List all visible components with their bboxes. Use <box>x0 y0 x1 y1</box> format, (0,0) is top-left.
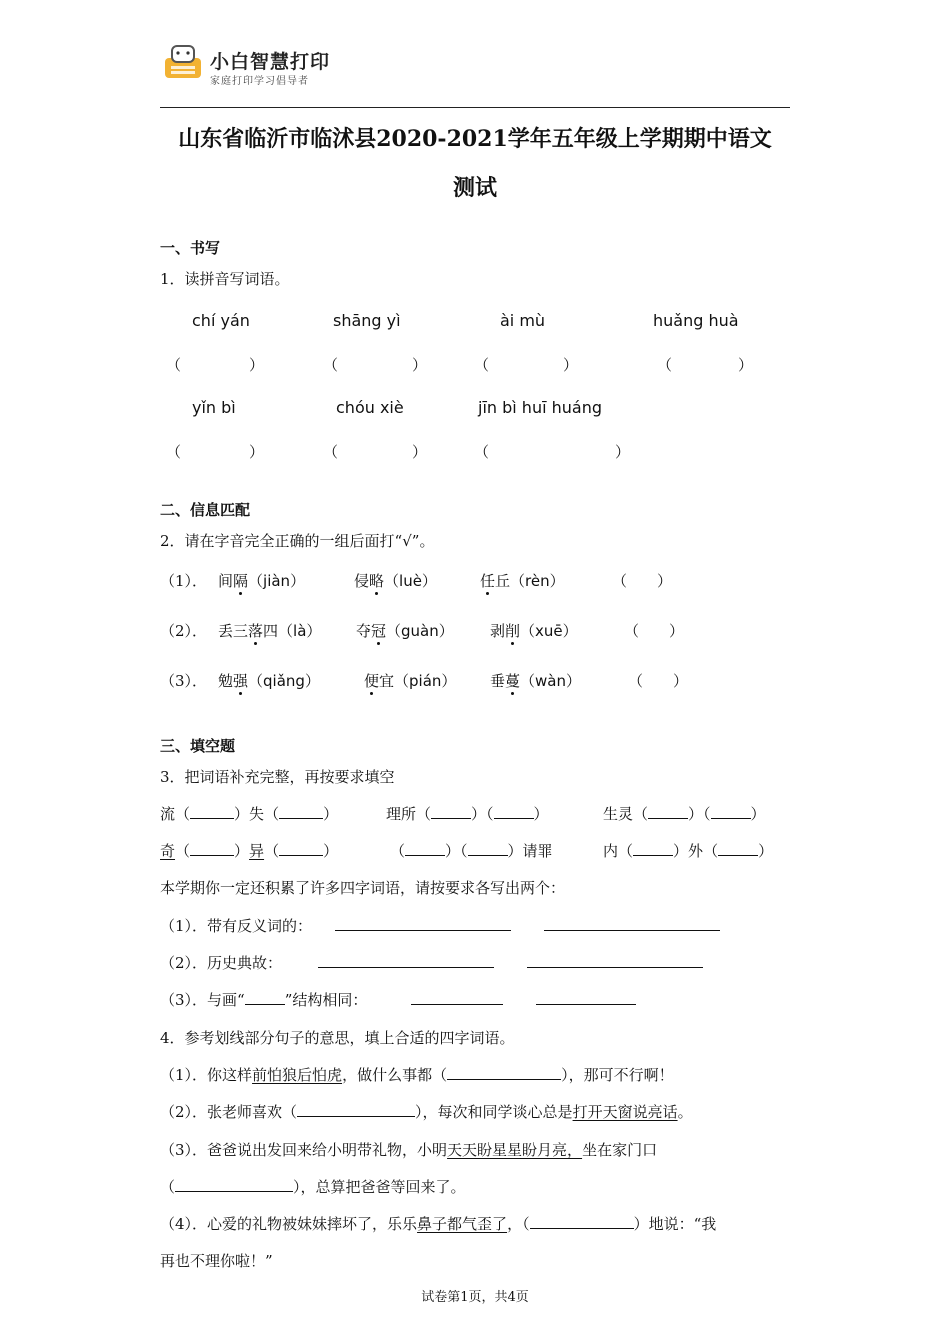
q2-word-b: 侵略（luè） <box>354 572 437 590</box>
q4-sentence-4: （4）．心爱的礼物被妹妹摔坏了，乐乐鼻子都气歪了，（ ）地说：“我 <box>160 1215 717 1233</box>
page-footer: 试卷第1页，共4页 <box>421 1290 529 1305</box>
q2-check-box[interactable]: （ ） <box>624 622 685 640</box>
pinyin-item: jīn bì huī huáng <box>478 398 602 417</box>
section-heading-writing: 一、书写 <box>160 239 221 257</box>
q2-word-b: 便宜（pián） <box>364 672 457 690</box>
q2-item-number: （3）． <box>160 672 208 690</box>
logo-title: 小白智慧打印 <box>210 51 331 73</box>
q4-sentence-3: （3）．爸爸说出发回来给小明带礼物，小明天天盼星星盼月亮，坐在家门口 <box>160 1141 658 1159</box>
q3-note: 本学期你一定还积累了许多四字词语，请按要求各写出两个： <box>160 879 566 897</box>
q3-sub-3: （3）．与画“ ”结构相同： <box>160 991 368 1009</box>
q2-word-c: 任丘（rèn） <box>480 572 565 590</box>
pinyin-item: shāng yì <box>333 311 401 330</box>
pinyin-item: chí yán <box>192 311 250 330</box>
section-heading-fill: 三、填空题 <box>160 737 236 755</box>
q4-sentence-4-cont: 再也不理你啦！” <box>160 1252 273 1270</box>
q2-check-box[interactable]: （ ） <box>612 572 673 590</box>
q2-word-a: 勉强（qiǎng） <box>218 672 320 690</box>
answer-box[interactable]: （ ） <box>323 356 428 374</box>
q2-item-number: （2）． <box>160 622 208 640</box>
question-2-prompt: 2．请在字音完全正确的一组后面打“√”。 <box>160 532 435 550</box>
q3-idiom-6: 内（ ）外（ ） <box>603 842 774 860</box>
q3-idiom-4: 奇（ ）异（ ） <box>160 842 339 860</box>
logo-subtitle: 家庭打印学习倡导者 <box>210 76 309 87</box>
pinyin-item: chóu xiè <box>336 398 404 417</box>
answer-box[interactable]: （ ） <box>474 443 631 461</box>
answer-box[interactable]: （ ） <box>657 356 754 374</box>
answer-line[interactable] <box>411 1004 503 1005</box>
answer-line[interactable] <box>544 930 720 931</box>
pinyin-item: huǎng huà <box>653 311 739 330</box>
pinyin-item: ài mù <box>500 311 546 330</box>
question-4-prompt: 4．参考划线部分句子的意思，填上合适的四字词语。 <box>160 1029 515 1047</box>
q2-word-c: 剥削（xuē） <box>490 622 578 640</box>
answer-box[interactable]: （ ） <box>323 443 428 461</box>
q2-word-a: 丢三落四（là） <box>218 622 322 640</box>
question-3-prompt: 3．把词语补充完整，再按要求填空 <box>160 768 395 786</box>
question-1-prompt: 1．读拼音写词语。 <box>160 270 290 288</box>
page-title-line1: 山东省临沂市临沭县2020-2021学年五年级上学期期中语文 <box>178 126 772 152</box>
section-heading-matching: 二、信息匹配 <box>160 501 251 519</box>
header-divider <box>160 107 790 108</box>
answer-line[interactable] <box>527 967 703 968</box>
q4-sentence-1: （1）．你这样前怕狼后怕虎，做什么事都（ ），那可不行啊！ <box>160 1066 674 1084</box>
answer-box[interactable]: （ ） <box>166 356 265 374</box>
logo-icon <box>163 44 203 82</box>
q2-item-number: （1）． <box>160 572 208 590</box>
pinyin-item: yǐn bì <box>192 398 236 417</box>
q3-sub-2: （2）．历史典故： <box>160 954 283 972</box>
q3-idiom-1: 流（ ）失（ ） <box>160 805 339 823</box>
answer-line[interactable] <box>318 967 494 968</box>
q2-word-c: 垂蔓（wàn） <box>490 672 581 690</box>
answer-line[interactable] <box>335 930 511 931</box>
q2-check-box[interactable]: （ ） <box>628 672 689 690</box>
q3-idiom-5: （ ）（ ）请罪 <box>390 842 553 860</box>
q4-sentence-2: （2）．张老师喜欢（ ），每次和同学谈心总是打开天窗说亮话。 <box>160 1103 693 1121</box>
q3-sub-1: （1）．带有反义词的： <box>160 917 313 935</box>
q3-idiom-3: 生灵（ ）（ ） <box>603 805 766 823</box>
answer-box[interactable]: （ ） <box>166 443 265 461</box>
q2-word-b: 夺冠（guàn） <box>356 622 454 640</box>
q2-word-a: 间隔（jiàn） <box>218 572 306 590</box>
q4-sentence-3-cont: （ ），总算把爸爸等回来了。 <box>160 1178 466 1196</box>
answer-box[interactable]: （ ） <box>474 356 579 374</box>
answer-line[interactable] <box>536 1004 636 1005</box>
q3-idiom-2: 理所（ ）（ ） <box>386 805 549 823</box>
page-title-line2: 测试 <box>452 175 497 201</box>
